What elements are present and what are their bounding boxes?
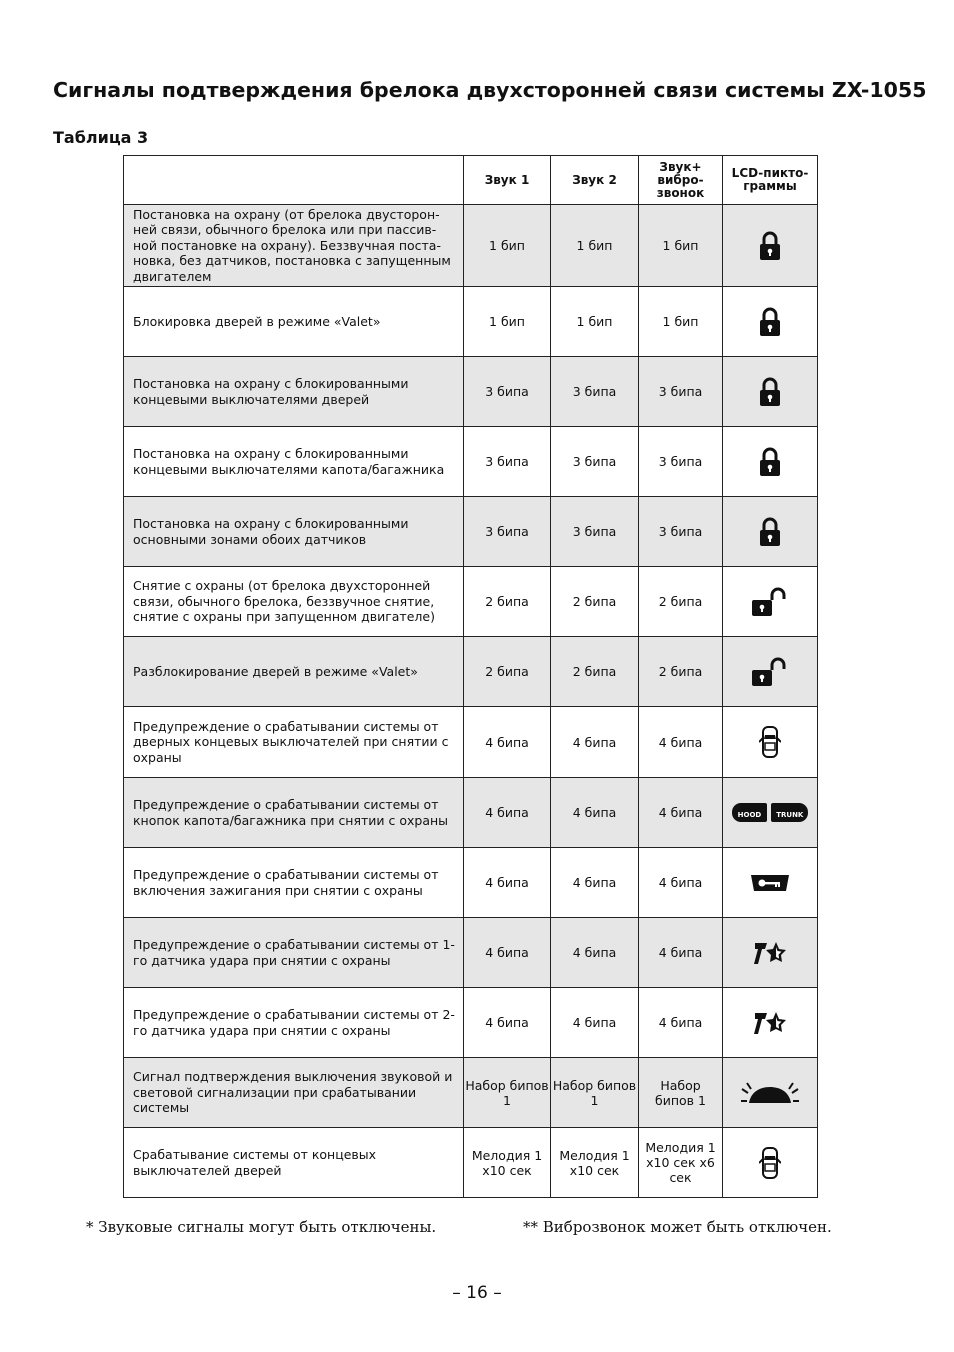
row-description: Снятие с охраны (от брелока двухсторонней связи, обычного брелока, беззвучное снятие, снятие с охраны при запущенном двигателе) (124, 567, 464, 637)
row-description: Срабатывание системы от концевых выключателей дверей (124, 1128, 464, 1198)
row-sound-vibro: Мелодия 1 х10 сек х6 сек (639, 1128, 723, 1198)
row-sound2: 3 бипа (551, 427, 639, 497)
table-row (124, 1128, 818, 1198)
row-sound1: 2 бипа (464, 567, 551, 637)
row-sound2: 4 бипа (551, 707, 639, 778)
row-sound-vibro: 3 бипа (639, 357, 723, 427)
row-description: Постановка на охрану с блокированными концевыми выключателями дверей (124, 357, 464, 427)
row-description: Предупреждение о срабатывании системы от включения зажигания при снятии с охраны (124, 848, 464, 918)
row-sound1: 4 бипа (464, 778, 551, 848)
row-description: Постановка на охрану (от брелока двусторон- ней связи, обычного брелока или при пассив- ной постановке на охрану). Беззвучная поста- новка, без датчиков, постановка с запущенным двигателем (124, 205, 464, 287)
row-sound-vibro: 3 бипа (639, 497, 723, 567)
trunk-label: TRUNK (776, 811, 804, 819)
table-row (124, 778, 818, 848)
row-sound1: 1 бип (464, 205, 551, 287)
row-sound-vibro: 4 бипа (639, 918, 723, 988)
row-lcd-icon (723, 427, 818, 497)
row-sound2: Мелодия 1 х10 сек (551, 1128, 639, 1198)
row-sound1: 3 бипа (464, 497, 551, 567)
signals-table (123, 155, 818, 1198)
row-lcd-icon (723, 1128, 818, 1198)
row-sound1: 4 бипа (464, 707, 551, 778)
row-lcd-icon (723, 918, 818, 988)
table-row (124, 427, 818, 497)
row-lcd-icon (723, 637, 818, 707)
row-description: Предупреждение о срабатывании системы от кнопок капота/багажника при снятии с охраны (124, 778, 464, 848)
row-lcd-icon (723, 707, 818, 778)
row-description: Предупреждение о срабатывании системы от дверных концевых выключателей при снятии с охраны (124, 707, 464, 778)
lock-closed-icon (759, 237, 781, 252)
table-row (124, 205, 818, 287)
row-description: Постановка на охрану с блокированными основными зонами обоих датчиков (124, 497, 464, 567)
shock-sensor-icon (753, 1014, 787, 1029)
row-sound-vibro: 2 бипа (639, 637, 723, 707)
row-sound1: 3 бипа (464, 357, 551, 427)
row-description: Постановка на охрану с блокированными концевыми выключателями капота/багажника (124, 427, 464, 497)
row-sound-vibro: Набор бипов 1 (639, 1058, 723, 1128)
row-sound1: 4 бипа (464, 848, 551, 918)
table-row (124, 497, 818, 567)
car-doors-icon (759, 734, 781, 749)
row-sound-vibro: 1 бип (639, 287, 723, 357)
row-sound1: 4 бипа (464, 918, 551, 988)
row-lcd-icon (723, 567, 818, 637)
row-sound2: 4 бипа (551, 918, 639, 988)
row-lcd-icon (723, 848, 818, 918)
table-row (124, 567, 818, 637)
table-row (124, 707, 818, 778)
row-description: Предупреждение о срабатывании системы от 2-го датчика удара при снятии с охраны (124, 988, 464, 1058)
hood-label: HOOD (737, 811, 762, 819)
table-row (124, 988, 818, 1058)
header-description (124, 156, 464, 205)
row-sound-vibro: 4 бипа (639, 707, 723, 778)
row-lcd-icon (723, 287, 818, 357)
row-sound1: Набор бипов 1 (464, 1058, 551, 1128)
row-description: Предупреждение о срабатывании системы от 1-го датчика удара при снятии с охраны (124, 918, 464, 988)
lock-closed-icon (759, 383, 781, 398)
row-sound2: 4 бипа (551, 988, 639, 1058)
table-header-row (124, 156, 818, 205)
row-lcd-icon (723, 357, 818, 427)
shock-sensor-icon (753, 944, 787, 959)
lock-closed-icon (759, 313, 781, 328)
row-sound-vibro: 3 бипа (639, 427, 723, 497)
table-caption: Таблица 3 (53, 128, 149, 147)
row-sound2: 2 бипа (551, 567, 639, 637)
lock-closed-icon (759, 523, 781, 538)
row-sound2: 4 бипа (551, 848, 639, 918)
row-sound-vibro: 2 бипа (639, 567, 723, 637)
table-row (124, 848, 818, 918)
table-row (124, 1058, 818, 1128)
row-sound1: 4 бипа (464, 988, 551, 1058)
hood-trunk-icon (732, 805, 809, 820)
table-row (124, 287, 818, 357)
row-sound2: 1 бип (551, 205, 639, 287)
table-row (124, 357, 818, 427)
lock-open-icon (751, 593, 789, 608)
row-sound2: 1 бип (551, 287, 639, 357)
row-sound-vibro: 4 бипа (639, 988, 723, 1058)
table-row (124, 918, 818, 988)
row-sound1: 3 бипа (464, 427, 551, 497)
table-row (124, 637, 818, 707)
row-description: Разблокирование дверей в режиме «Valet» (124, 637, 464, 707)
header-lcd: LCD-пикто- граммы (723, 156, 818, 205)
row-sound2: 4 бипа (551, 778, 639, 848)
row-lcd-icon (723, 497, 818, 567)
car-doors-icon (759, 1154, 781, 1169)
row-lcd-icon (723, 778, 818, 848)
footnote-sound: * Звуковые сигналы могут быть отключены. (86, 1218, 437, 1236)
lock-open-icon (751, 663, 789, 678)
ignition-key-icon (749, 874, 791, 889)
row-sound-vibro: 4 бипа (639, 778, 723, 848)
row-lcd-icon (723, 988, 818, 1058)
footnote-vibro: ** Виброзвонок может быть отключен. (523, 1218, 832, 1236)
header-sound-vibro: Звук+ вибро- звонок (639, 156, 723, 205)
row-sound-vibro: 1 бип (639, 205, 723, 287)
row-sound1: Мелодия 1 х10 сек (464, 1128, 551, 1198)
lock-closed-icon (759, 453, 781, 468)
row-description: Блокировка дверей в режиме «Valet» (124, 287, 464, 357)
row-lcd-icon (723, 205, 818, 287)
row-sound1: 1 бип (464, 287, 551, 357)
page-number: – 16 – (452, 1283, 502, 1303)
row-sound2: Набор бипов 1 (551, 1058, 639, 1128)
row-sound1: 2 бипа (464, 637, 551, 707)
row-sound2: 3 бипа (551, 497, 639, 567)
header-sound2: Звук 2 (551, 156, 639, 205)
row-sound-vibro: 4 бипа (639, 848, 723, 918)
header-sound1: Звук 1 (464, 156, 551, 205)
lights-siren-icon (739, 1084, 801, 1099)
row-sound2: 3 бипа (551, 357, 639, 427)
page-title: Сигналы подтверждения брелока двухсторонней связи системы ZX-1055 (53, 78, 927, 102)
row-lcd-icon (723, 1058, 818, 1128)
row-sound2: 2 бипа (551, 637, 639, 707)
row-description: Сигнал подтверждения выключения звуковой и световой сигнализации при срабатывании системы (124, 1058, 464, 1128)
